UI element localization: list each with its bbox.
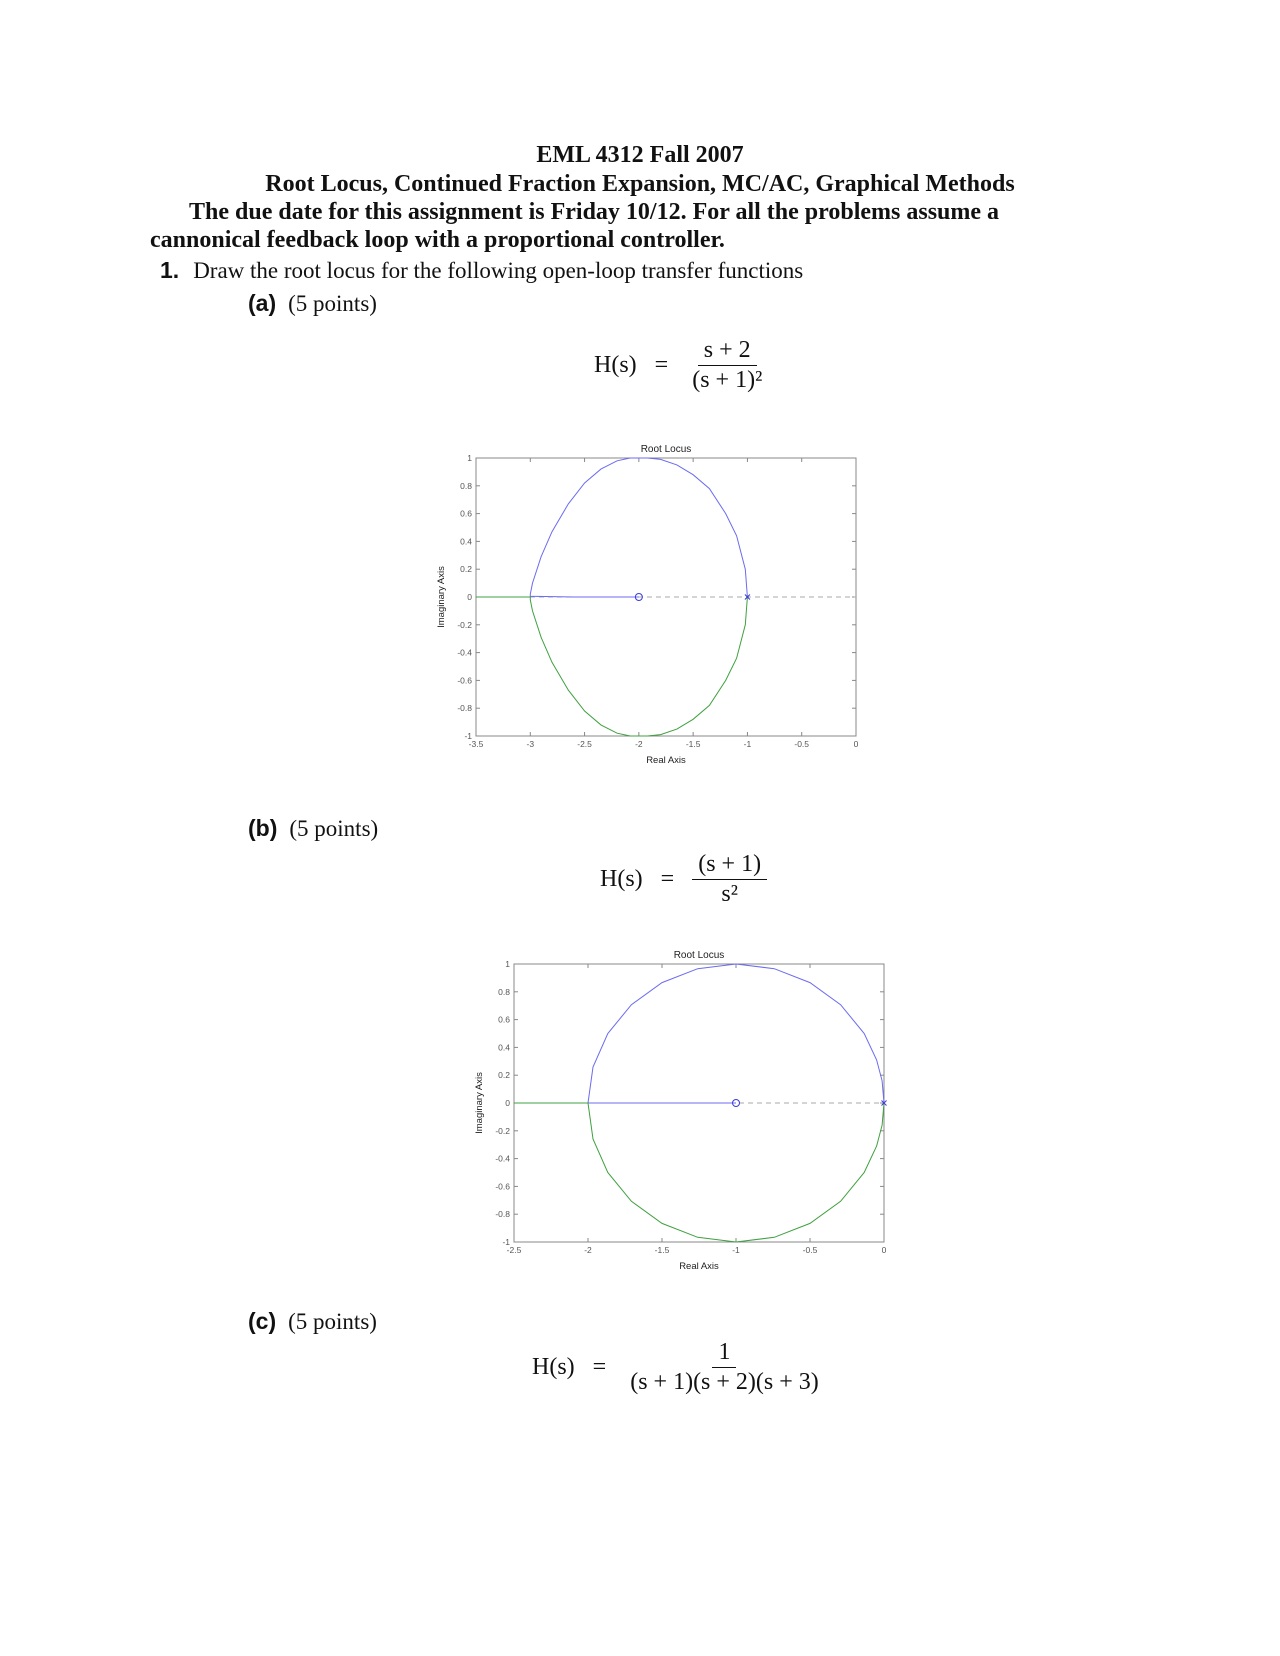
locus-branch-1 <box>530 458 747 597</box>
equation-b <box>600 852 767 907</box>
x-tick-label: -1 <box>732 1245 740 1255</box>
y-tick-label: -0.8 <box>495 1209 510 1220</box>
x-axis-label: Real Axis <box>646 755 686 766</box>
y-tick-label: 1 <box>505 959 510 969</box>
problem-1 <box>160 257 803 284</box>
equation-b-denominator: s² <box>721 881 738 908</box>
equation-a-equals: = <box>654 352 669 379</box>
chart-title: Root Locus <box>640 444 692 455</box>
problem-text: Draw the root locus for the following open-loop transfer functions <box>193 258 804 283</box>
y-tick-label: -1 <box>502 1237 510 1247</box>
y-tick-label: -0.4 <box>495 1153 510 1164</box>
equation-b-lhs: H(s) <box>600 866 643 893</box>
part-a-tag: (a) <box>248 290 277 316</box>
x-tick-label: -2.5 <box>506 1245 522 1255</box>
y-tick-label: -0.4 <box>457 647 472 658</box>
part-a-label <box>248 290 377 317</box>
x-tick-label: 0 <box>881 1245 887 1255</box>
y-tick-label: -0.2 <box>495 1125 510 1136</box>
equation-b-fraction <box>692 852 767 907</box>
equation-a <box>594 338 768 393</box>
x-tick-label: -1 <box>743 739 752 749</box>
y-tick-label: -0.2 <box>457 619 472 630</box>
y-axis-label: Imaginary Axis <box>474 1072 485 1134</box>
y-tick-label: 0.2 <box>460 564 472 575</box>
x-tick-label: -2 <box>635 739 643 749</box>
y-axis-label: Imaginary Axis <box>436 566 447 628</box>
equation-a-fraction <box>686 338 768 393</box>
part-b-tag: (b) <box>248 815 278 841</box>
equation-b-numerator: (s + 1) <box>692 852 767 880</box>
equation-c-fraction <box>624 1340 825 1395</box>
x-tick-label: -0.5 <box>802 1245 818 1255</box>
y-tick-label: -0.6 <box>457 675 472 686</box>
root-locus-chart-b <box>468 942 898 1300</box>
locus-branch-1 <box>588 964 884 1103</box>
y-tick-label: -0.6 <box>495 1181 510 1192</box>
y-tick-label: 0.2 <box>498 1070 510 1081</box>
y-tick-label: 0.8 <box>460 480 472 491</box>
part-c-tag: (c) <box>248 1308 277 1334</box>
due-date-line-2: cannonical feedback loop with a proportional controller. <box>150 227 725 253</box>
equation-b-equals: = <box>660 866 675 893</box>
x-axis-label: Real Axis <box>679 1261 719 1272</box>
y-tick-label: 0.4 <box>460 536 472 547</box>
y-tick-label: 1 <box>467 453 472 463</box>
y-tick-label: -0.8 <box>457 703 472 714</box>
y-tick-label: 0 <box>505 1098 510 1108</box>
x-tick-label: 0 <box>853 739 859 749</box>
x-tick-label: -2 <box>584 1245 592 1255</box>
equation-c-numerator: 1 <box>712 1340 736 1368</box>
part-c-points: (5 points) <box>288 1309 377 1334</box>
equation-c-denominator: (s + 1)(s + 2)(s + 3) <box>630 1369 819 1396</box>
equation-c <box>532 1340 825 1395</box>
part-c-label <box>248 1308 377 1335</box>
chart-title: Root Locus <box>673 950 725 961</box>
y-tick-label: 0.4 <box>498 1042 510 1053</box>
part-b-label <box>248 815 378 842</box>
locus-branch-2 <box>514 1103 884 1242</box>
x-tick-label: -3 <box>526 739 535 749</box>
course-title: EML 4312 Fall 2007 <box>536 142 744 168</box>
x-tick-label: -1.5 <box>654 1245 670 1255</box>
equation-a-denominator: (s + 1)² <box>692 367 763 394</box>
assignment-topic: Root Locus, Continued Fraction Expansion, MC/AC, Graphical Methods <box>265 171 1015 197</box>
y-tick-label: 0.6 <box>498 1014 510 1025</box>
equation-c-equals: = <box>592 1354 607 1381</box>
x-tick-label: -2.5 <box>577 739 592 749</box>
equation-a-lhs: H(s) <box>594 352 637 379</box>
part-b-points: (5 points) <box>289 816 379 841</box>
y-tick-label: 0.8 <box>498 986 510 997</box>
y-tick-label: 0 <box>467 592 472 602</box>
locus-branch-2 <box>476 597 747 736</box>
x-tick-label: -1.5 <box>685 739 701 749</box>
y-tick-label: 0.6 <box>460 508 472 519</box>
part-a-points: (5 points) <box>288 291 377 316</box>
equation-a-numerator: s + 2 <box>698 338 757 366</box>
due-date-line-1: The due date for this assignment is Friday 10/12. For all the problems assume a <box>189 199 1000 225</box>
equation-c-lhs: H(s) <box>532 1354 575 1381</box>
root-locus-chart-a <box>430 436 870 794</box>
problem-number: 1. <box>160 257 180 283</box>
y-tick-label: -1 <box>464 731 472 741</box>
x-tick-label: -3.5 <box>468 739 484 749</box>
x-tick-label: -0.5 <box>794 739 810 749</box>
